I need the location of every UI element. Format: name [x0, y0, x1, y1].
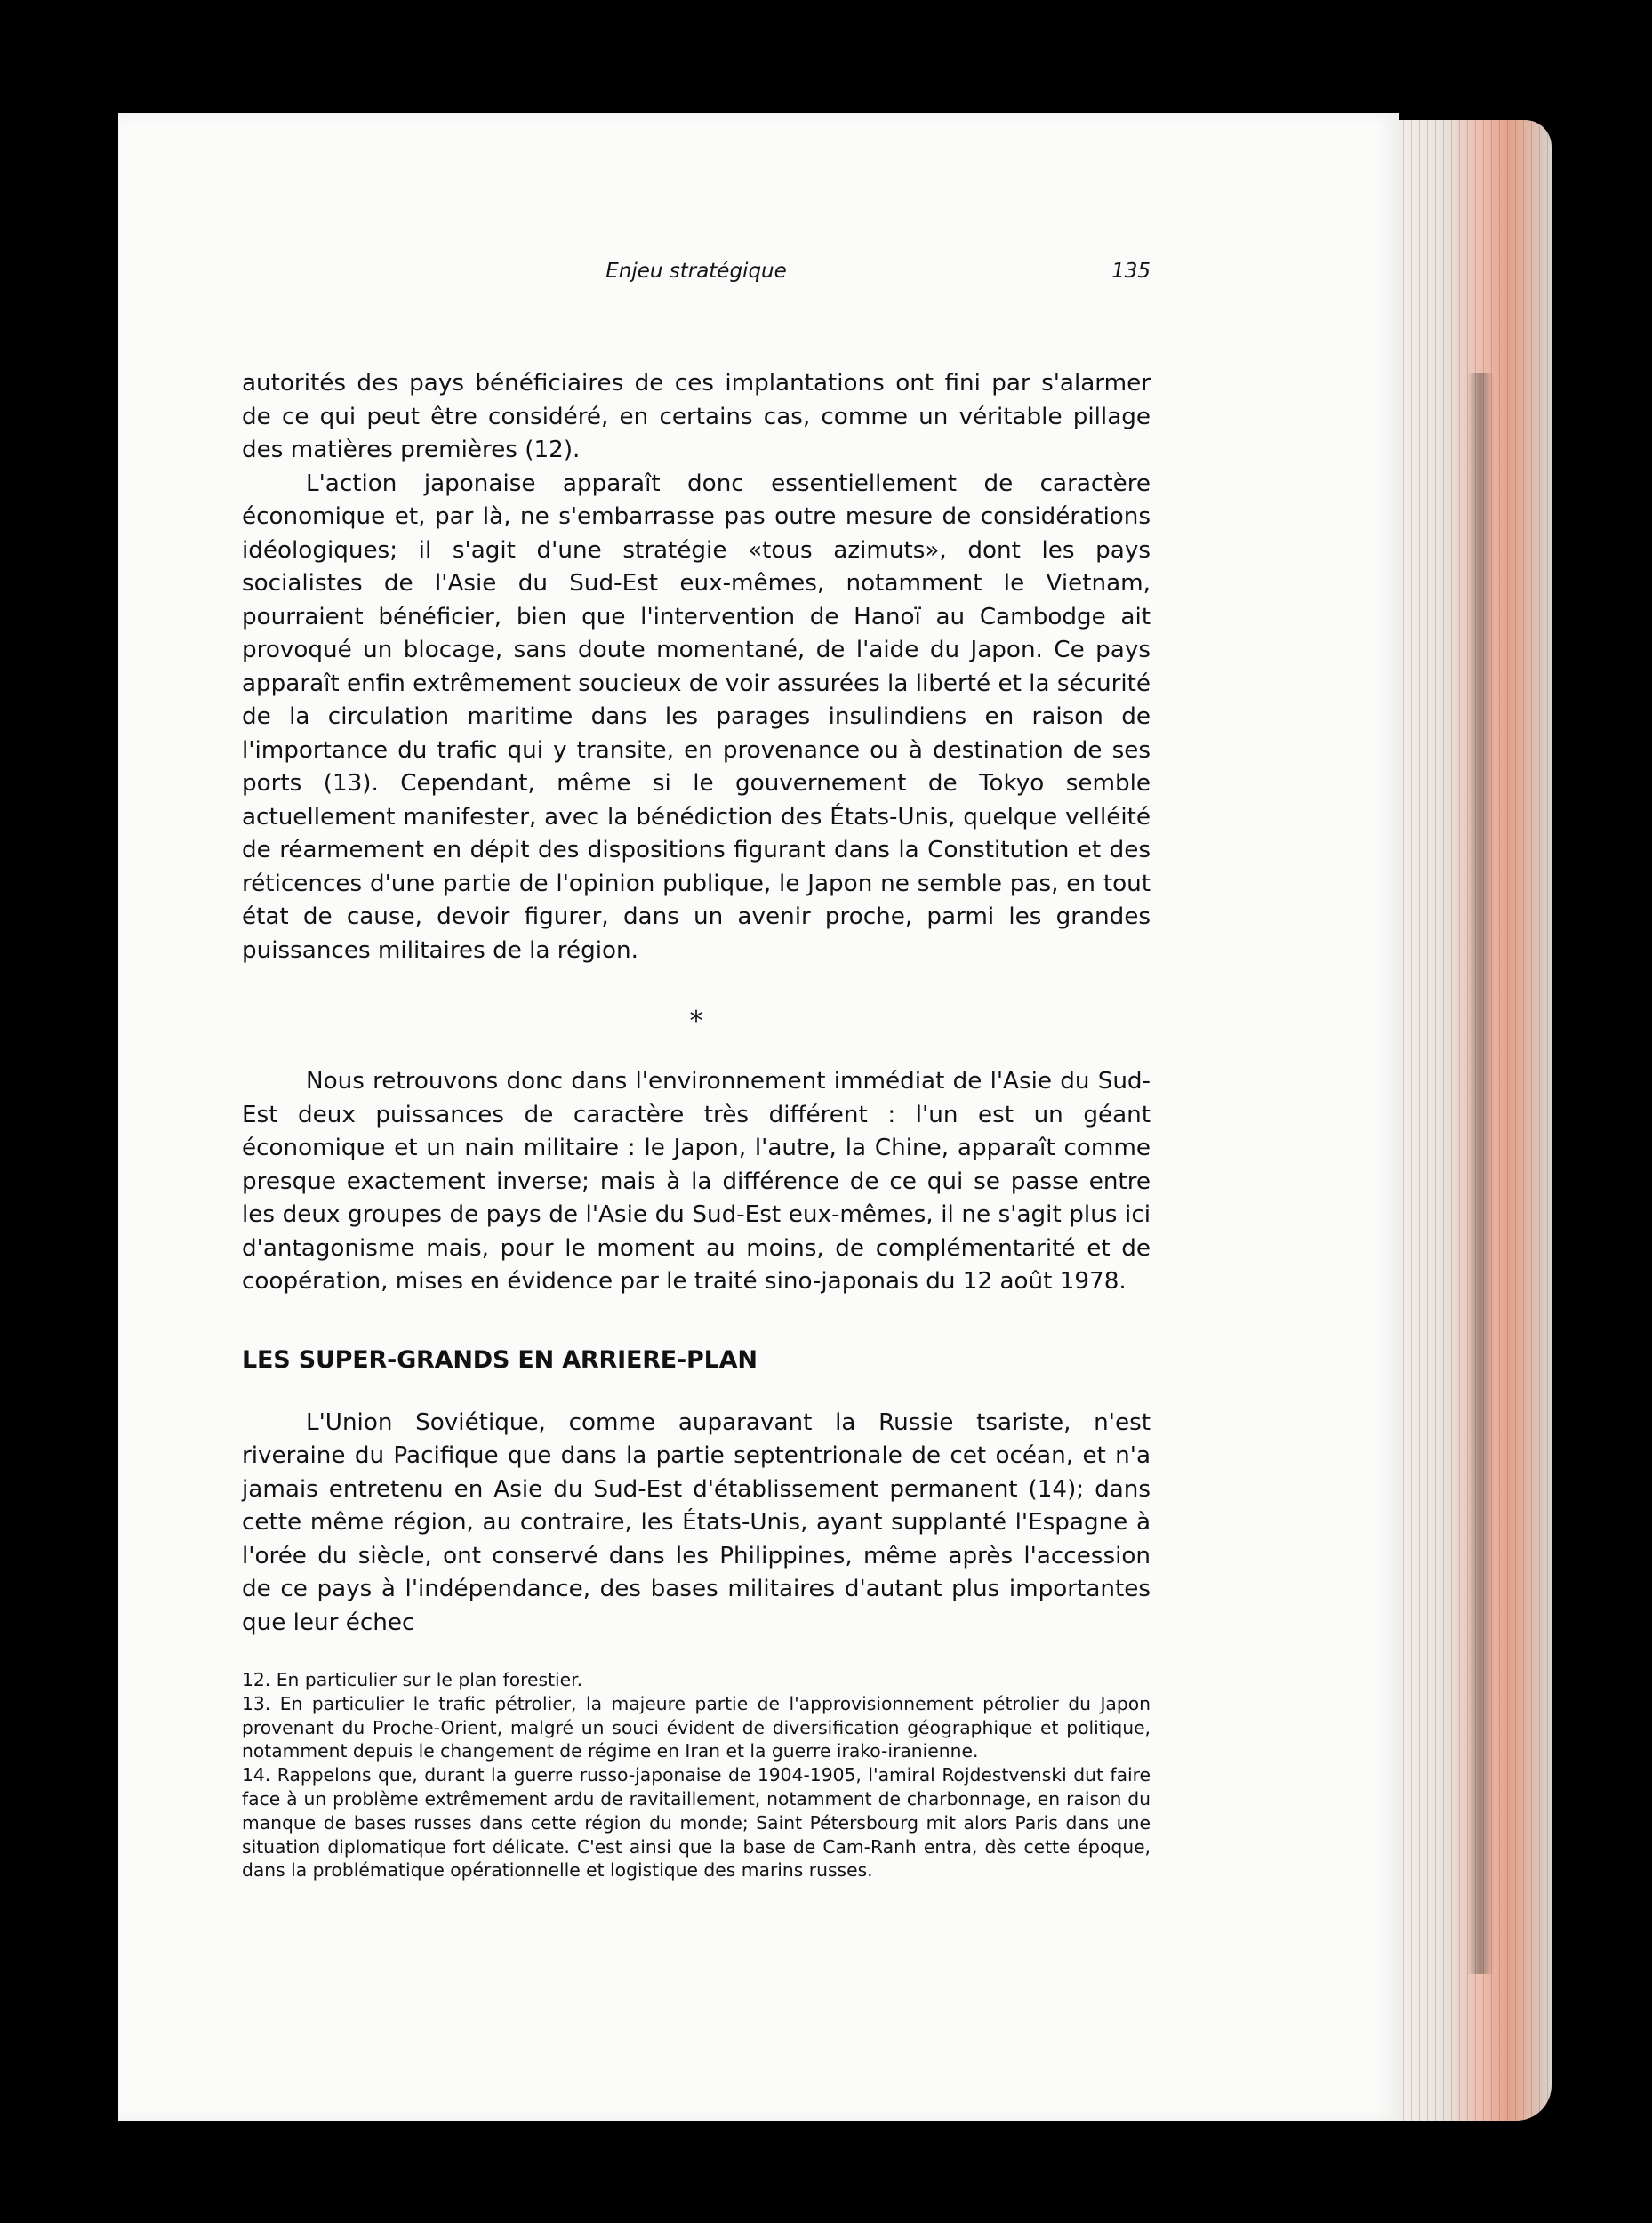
footnote: 13. En particulier le trafic pétrolier, la majeure partie de l'approvisionnement pétrolier du Japon provenant du Proche-Orient, malgré un souci évident de diversification géographique et politique, notamment depuis le changement de régime en Iran et la guerre irako-iranienne. — [242, 1692, 1151, 1762]
paragraph: Nous retrouvons donc dans l'environnement immédiat de l'Asie du Sud-Est deux puissances de caractère très différent : l'un est un géant économique et un nain militaire : le Japon, l'autre, la Chine, apparaît comme presque exactement inverse; mais à la différence de ce qui se passe entre les deux groupes de pays de l'Asie du Sud-Est eux-mêmes, il ne s'agit plus ici d'antagonisme mais, pour le moment au moins, de complémentarité et de coopération, mises en évidence par le traité sino-japonais du 12 août 1978. — [242, 1068, 1151, 1295]
footnote: 12. En particulier sur le plan forestier. — [242, 1669, 583, 1690]
page-number: 135 — [1111, 260, 1151, 283]
footnote: 14. Rappelons que, durant la guerre russo-japonaise de 1904-1905, l'amiral Rojdestvenski dut faire face à un problème extrêmement ardu de ravitaillement, notamment de charbonnage, en raison du manque de bases russes dans cette région du monde; Saint Pétersbourg mit alors Paris dans une situation diplomatique fort délicate. C'est ainsi que la base de Cam-Ranh entra, dès cette époque, dans la problématique opérationnelle et logistique des marins russes. — [242, 1764, 1151, 1882]
section-separator: * — [689, 1006, 703, 1037]
running-head-title: Enjeu stratégique — [605, 260, 787, 283]
running-head — [242, 260, 1151, 295]
section-heading: LES SUPER-GRANDS EN ARRIERE-PLAN — [242, 1345, 758, 1374]
paragraph: L'Union Soviétique, comme auparavant la Russie tsariste, n'est riveraine du Pacifique que dans la partie septentrionale de cet océan, et n'a jamais entretenu en Asie du Sud-Est d'établissement permanent (14); dans cette même région, au contraire, les États-Unis, ayant supplanté l'Espagne à l'orée du siècle, ont conservé dans les Philippines, même après l'accession de ce pays à l'indépendance, des bases militaires d'autant plus importantes que leur échec — [242, 1408, 1151, 1636]
paragraph: L'action japonaise apparaît donc essentiellement de caractère économique et, par là, ne s'embarrasse pas outre mesure de considérations idéologiques; il s'agit d'une stratégie «tous azimuts», dont les pays socialistes de l'Asie du Sud-Est eux-mêmes, notamment le Vietnam, pourraient bénéficier, bien que l'intervention de Hanoï au Cambodge ait provoqué un blocage, sans doute momentané, de l'aide du Japon. Ce pays apparaît enfin extrêmement soucieux de voir assurées la liberté et la sécurité de la circulation maritime dans les parages insulindiens en raison de l'importance du trafic qui y transite, en provenance ou à destination de ses ports (13). Cependant, même si le gouvernement de Tokyo semble actuellement manifester, avec la bénédiction des États-Unis, quelque velléité de réarmement en dépit des dispositions figurant dans la Constitution et des réticences d'une partie de l'opinion publique, le Japon ne semble pas, en tout état de cause, devoir figurer, dans un avenir proche, parmi les grandes puissances militaires de la région. — [242, 469, 1151, 964]
footnotes — [242, 1668, 1151, 1882]
paragraph-continued: autorités des pays bénéficiaires de ces implantations ont fini par s'alarmer de ce qui peut être considéré, en certains cas, comme un véritable pillage des matières premières (12). — [242, 370, 1151, 463]
page-edge-shadow — [1467, 373, 1494, 1974]
main-text — [242, 367, 1151, 1640]
